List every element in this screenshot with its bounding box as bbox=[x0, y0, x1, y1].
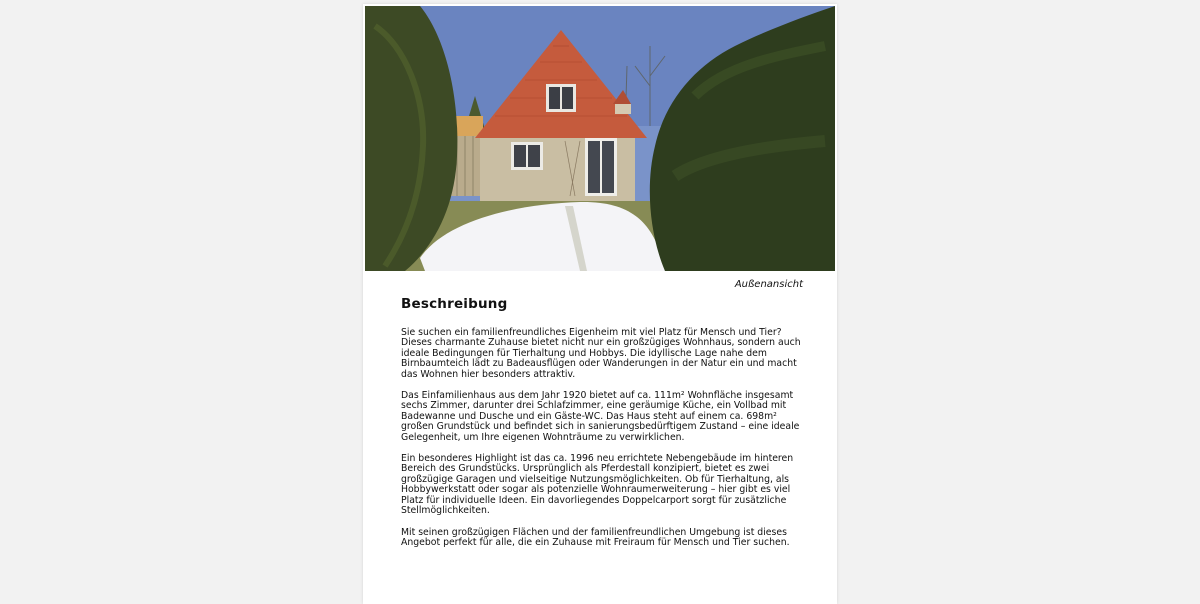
house-exterior-photo bbox=[365, 6, 835, 271]
description-body bbox=[401, 328, 802, 559]
section-heading: Beschreibung bbox=[401, 296, 508, 312]
description-paragraph: Sie suchen ein familienfreundliches Eigenheim mit viel Platz für Mensch und Tier? Dieses charmante Zuhause bietet nicht nur ein großzügiges Wohnhaus, sondern auch ideale Bedingungen für Tierhaltung und Hobbys. Die idyllische Lage nahe dem Birnbaumteich lädt zu Badeausflügen oder Wanderungen in der Natur ein und macht das Wohnen hier besonders attraktiv. bbox=[401, 327, 801, 380]
description-paragraph: Das Einfamilienhaus aus dem Jahr 1920 bietet auf ca. 111m² Wohnfläche insgesamt sechs Zimmer, darunter drei Schlafzimmer, eine geräumige Küche, ein Vollbad mit Badewanne und Dusche und ein Gäste-WC. Das Haus steht auf einem ca. 698m² großen Grundstück und befindet sich in sanierungsbedürftigem Zustand – eine ideale Gelegenheit, um Ihre eigenen Wohnträume zu verwirklichen. bbox=[401, 390, 800, 443]
house-photo-illustration bbox=[365, 6, 835, 271]
description-paragraph: Ein besonderes Highlight ist das ca. 1996 neu errichtete Nebengebäude im hinteren Bereich des Grundstücks. Ursprünglich als Pferdestall konzipiert, bietet es zwei großzügige Garagen und vielseitige Nutzungsmöglichkeiten. Ob für Tierhaltung, als Hobbywerkstatt oder sogar als potenzielle Wohnraumerweiterung – hier gibt es viel Platz für individuelle Ideen. Ein davorliegendes Doppelcarport sorgt für zusätzliche Stellmöglichkeiten. bbox=[401, 453, 794, 517]
photo-caption: Außenansicht bbox=[734, 279, 803, 290]
expose-page bbox=[363, 4, 837, 604]
description-paragraph: Mit seinen großzügigen Flächen und der familienfreundlichen Umgebung ist dieses Angebot perfekt für alle, die ein Zuhause mit Freiraum für Mensch und Tier suchen. bbox=[401, 526, 790, 548]
